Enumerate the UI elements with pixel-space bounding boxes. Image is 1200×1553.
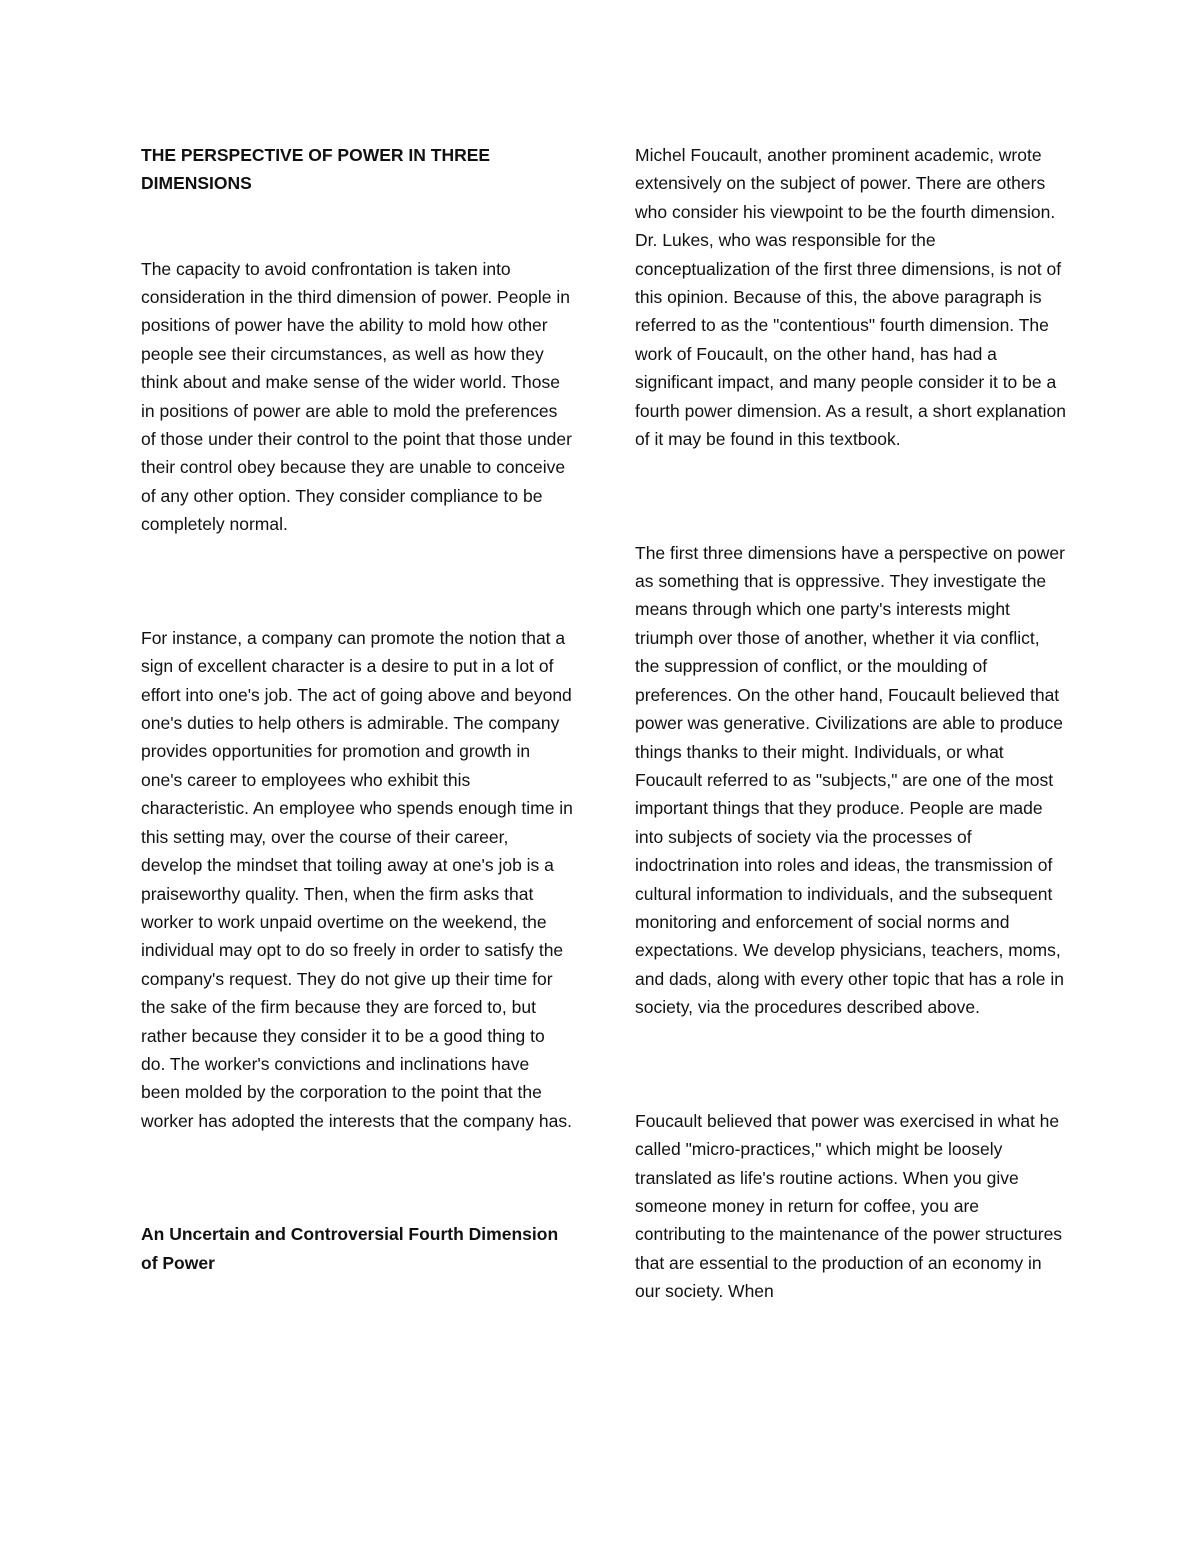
spacer (141, 1135, 573, 1220)
section-heading: THE PERSPECTIVE OF POWER IN THREE DIMENSIONS (141, 145, 491, 194)
right-column (635, 141, 1067, 1306)
spacer (635, 1022, 1067, 1107)
section-subheading: An Uncertain and Controversial Fourth Dimension of Power (141, 1224, 559, 1273)
spacer (141, 198, 573, 255)
body-paragraph: The capacity to avoid confrontation is taken into consideration in the third dimension of power. People in positions of power have the ability to mold how other people see their circumstances, as well as how they think about and make sense of the wider world. Those in positions of power are able to mold the preferences of those under their control to the point that those under their control obey because they are unable to conceive of any other option. They consider compliance to be completely normal. (141, 258, 572, 535)
spacer (141, 539, 573, 624)
spacer (635, 453, 1067, 538)
body-paragraph: Michel Foucault, another prominent academic, wrote extensively on the subject of power. There are others who consider his viewpoint to be the fourth dimension. Dr. Lukes, who was responsible for the conceptualization of the first three dimensions, is not of this opinion. Because of this, the above paragraph is referred to as the "contentious" fourth dimension. The work of Foucault, on the other hand, has had a significant impact, and many people consider it to be a fourth power dimension. As a result, a short explanation of it may be found in this textbook. (635, 145, 1066, 450)
body-paragraph: The first three dimensions have a perspective on power as something that is oppressive. They investigate the means through which one party's interests might triumph over those of another, whether it via conflict, the suppression of conflict, or the moulding of preferences. On the other hand, Foucault believed that power was generative. Civilizations are able to produce things thanks to their might. Individuals, or what Foucault referred to as "subjects," are one of the most important things that they produce. People are made into subjects of society via the processes of indoctrination into roles and ideas, the transmission of cultural information to individuals, and the subsequent monitoring and enforcement of social norms and expectations. We develop physicians, teachers, moms, and dads, along with every other topic that has a role in society, via the procedures described above. (635, 542, 1065, 1018)
body-paragraph: For instance, a company can promote the notion that a sign of excellent character is a desire to put in a lot of effort into one's job. The act of going above and beyond one's duties to help others is admirable. The company provides opportunities for promotion and growth in one's career to employees who exhibit this characteristic. An employee who spends enough time in this setting may, over the course of their career, develop the mindset that toiling away at one's job is a praiseworthy quality. Then, when the firm asks that worker to work unpaid overtime on the weekend, the individual may opt to do so freely in order to satisfy the company's request. They do not give up their time for the sake of the firm because they are forced to, but rather because they consider it to be a good thing to do. The worker's convictions and inclinations have been molded by the corporation to the point that the worker has adopted the interests that the company has. (141, 627, 573, 1131)
left-column (141, 141, 573, 1277)
body-paragraph: Foucault believed that power was exercised in what he called "micro-practices," which might be loosely translated as life's routine actions. When you give someone money in return for coffee, you are contributing to the maintenance of the power structures that are essential to the production of an economy in our society. When (635, 1110, 1063, 1302)
